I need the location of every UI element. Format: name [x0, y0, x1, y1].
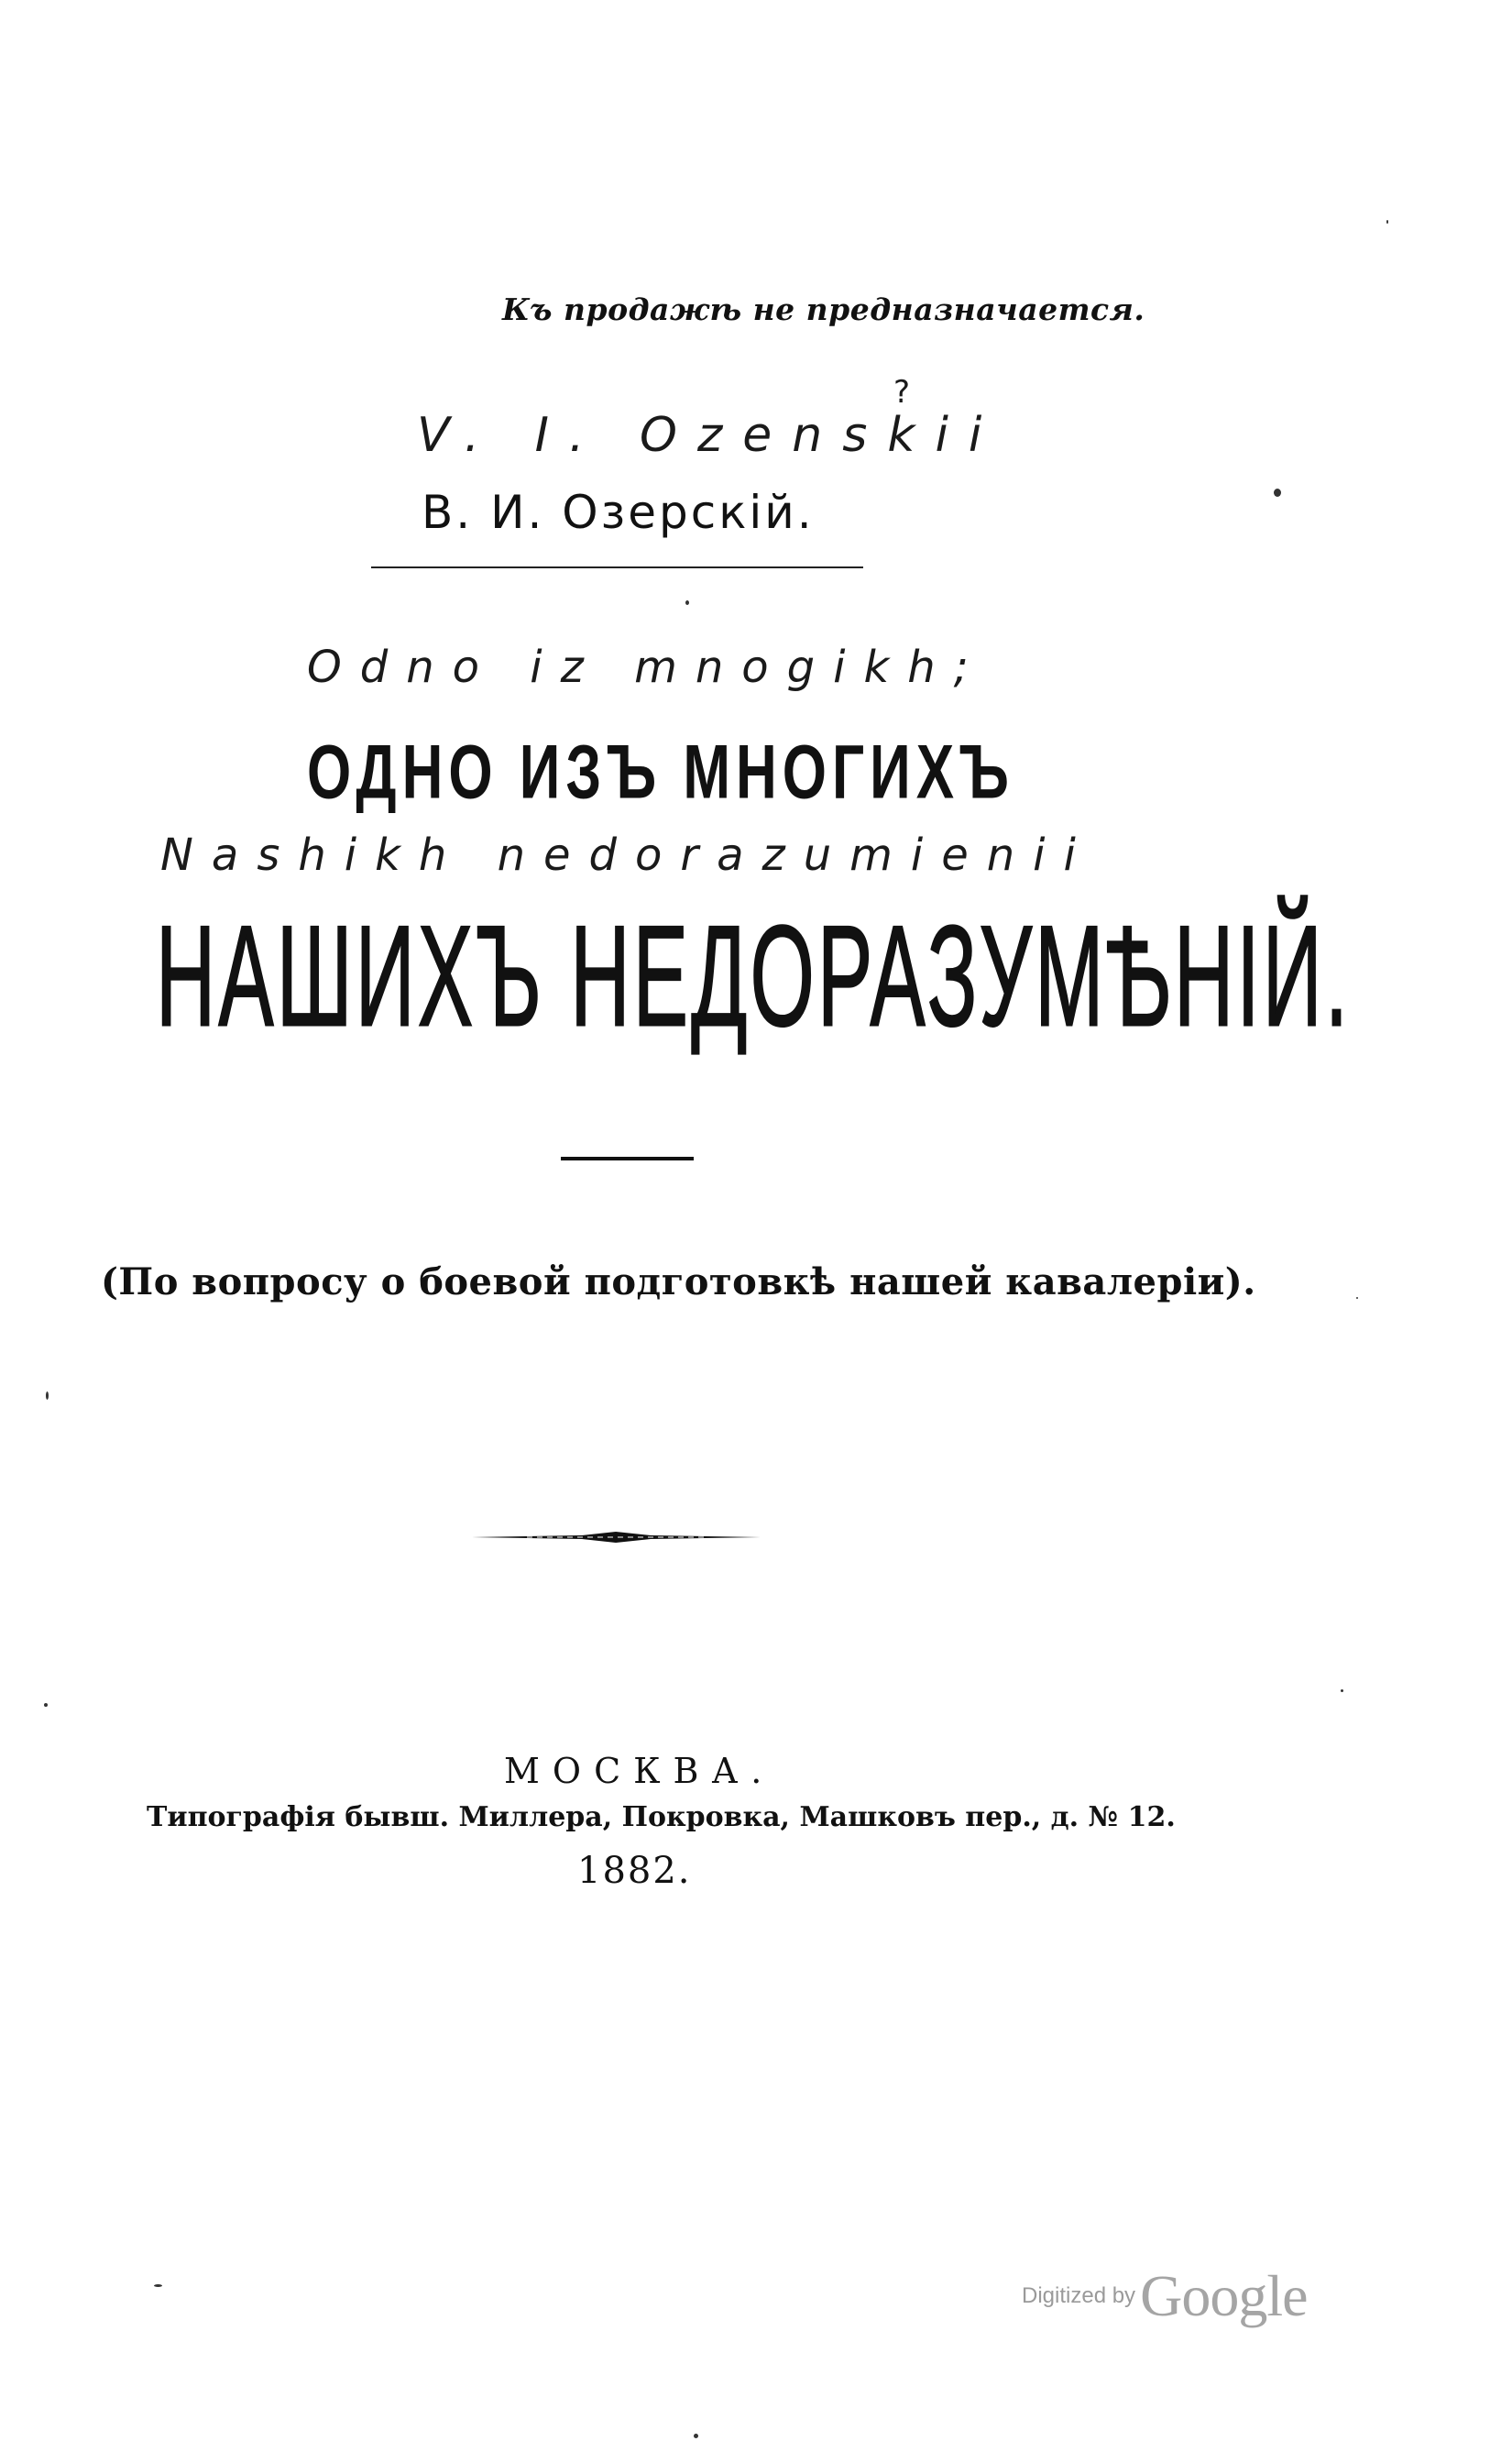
handwritten-title-line1-transliteration: Odno iz mnogikh;: [307, 642, 987, 693]
author-divider-rule: [371, 566, 863, 568]
imprint-city-text: МОСКВА.: [504, 1751, 775, 1791]
scan-speck: [1341, 1689, 1343, 1692]
notice-text: Къ продажѣ не предназначается.: [502, 291, 1145, 327]
scan-speck: [1274, 489, 1281, 497]
imprint-year: 1882.: [577, 1850, 692, 1892]
subtitle: (По вопросу о боевой подготовкѣ нашей кавалеріи).: [101, 1260, 1256, 1303]
watermark-brand: Google: [1140, 2263, 1308, 2328]
ornamental-rule: [472, 1529, 761, 1545]
scan-speck: [694, 2434, 698, 2438]
handwritten-question-mark: ?: [893, 374, 911, 411]
imprint-printer: Типографія бывш. Миллера, Покровка, Машковъ пер., д. № 12.: [147, 1801, 1176, 1833]
scan-speck: [685, 600, 689, 605]
watermark-prefix: Digitized by: [1022, 2283, 1136, 2308]
title-line-2: НАШИХЪ НЕДОРАЗУМѢНІЙ.: [156, 896, 1352, 1057]
scan-speck: [1356, 1297, 1358, 1299]
scan-speck: [1386, 220, 1388, 224]
digitized-by-watermark: [1022, 2262, 1308, 2330]
author-name: В. И. Озерскій.: [422, 486, 815, 539]
handwritten-title-line2-transliteration: Nashikh nedorazumienii: [160, 830, 1094, 881]
scan-speck: [44, 1703, 48, 1707]
scan-speck: [154, 2284, 162, 2287]
handwritten-author-transliteration: V. I. Ozenskii: [417, 408, 1003, 463]
title-line-1-text: ОДНО ИЗЪ МНОГИХЪ: [307, 730, 1014, 816]
scan-speck: [46, 1391, 49, 1400]
title-divider-rule: [561, 1157, 694, 1160]
